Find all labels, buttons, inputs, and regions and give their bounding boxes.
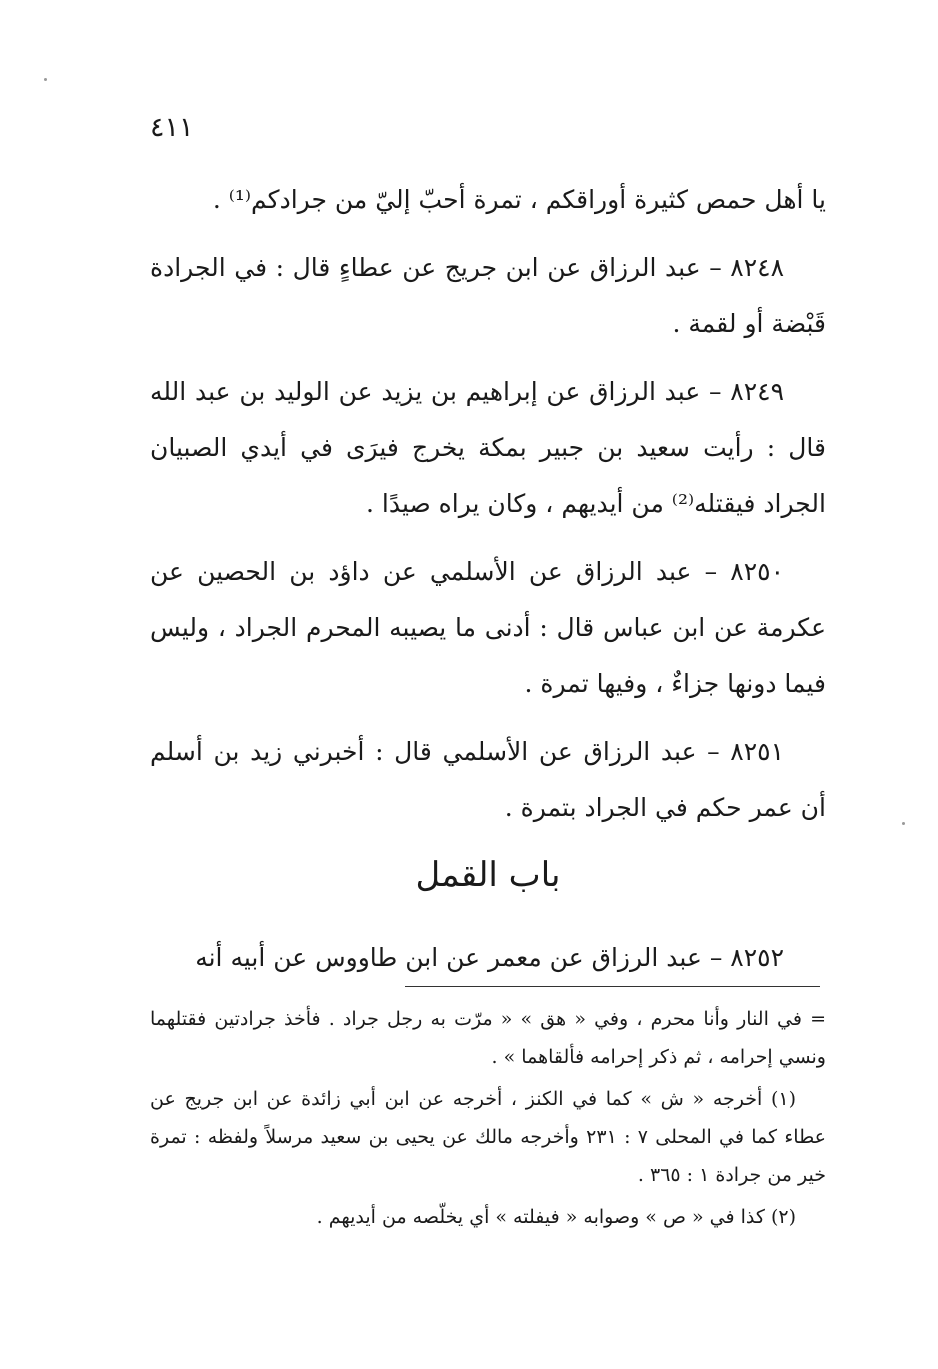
paragraph-8252: ٨٢٥٢ – عبد الرزاق عن معمر عن ابن طاووس عن أبيه أنه bbox=[195, 943, 784, 972]
footnote-2: (٢) كذا في « ص » وصوابه « فيفلته » أي يخلّصه من أيديهم . bbox=[316, 1206, 796, 1228]
paragraph-8248: ٨٢٤٨ – عبد الرزاق عن ابن جريج عن عطاءٍ قال : في الجرادة قَبْضة أو لقمة . bbox=[150, 253, 826, 338]
page-number: ٤١١ bbox=[150, 112, 194, 143]
margin-speck bbox=[902, 822, 905, 825]
paragraph-8249: ٨٢٤٩ – عبد الرزاق عن إبراهيم بن يزيد عن الوليد بن عبد الله قال : رأيت سعيد بن جبير بمكة يخرج فيرَى في أيدي الصبيان الجراد فيقتله⁽²⁾ من أيديهم ، وكان يراه صيدًا . bbox=[150, 377, 826, 518]
paragraph-8251: ٨٢٥١ – عبد الرزاق عن الأسلمي قال : أخبرني زيد بن أسلم أن عمر حكم في الجراد بتمرة . bbox=[150, 737, 826, 822]
main-text bbox=[150, 172, 826, 836]
paragraph-8250: ٨٢٥٠ – عبد الرزاق عن الأسلمي عن داؤد بن الحصين عن عكرمة عن ابن عباس قال : أدنى ما يصيبه المحرم الجراد ، وليس فيما دونها جزاءٌ ، وفيها تمرة . bbox=[150, 557, 826, 698]
footnote-1: (١) أخرجه « ش » كما في الكنز ، أخرجه عن ابن أبي زائدة عن ابن جريج عن عطاء كما في المحلى ٧ : ٢٣١ وأخرجه مالك عن يحيى بن سعيد مرسلاً ولفظه : تمرة خير من جرادة ١ : ٣٦٥ . bbox=[150, 1088, 826, 1186]
footnotes bbox=[150, 1000, 826, 1236]
footnote-divider bbox=[405, 986, 820, 987]
footnote-continuation: = في النار وأنا محرم ، وفي « هق » « مرّت به رجل جراد . فأخذ جرادتين فقتلهما ونسي إحرامه ، ثم ذكر إحرامه فألقاهما » . bbox=[150, 1008, 826, 1068]
paragraph-continuation: يا أهل حمص كثيرة أوراقكم ، تمرة أحبّ إليّ من جرادكم⁽¹⁾ . bbox=[212, 185, 826, 214]
margin-speck bbox=[44, 78, 47, 81]
section-heading: باب القمل bbox=[415, 855, 561, 895]
